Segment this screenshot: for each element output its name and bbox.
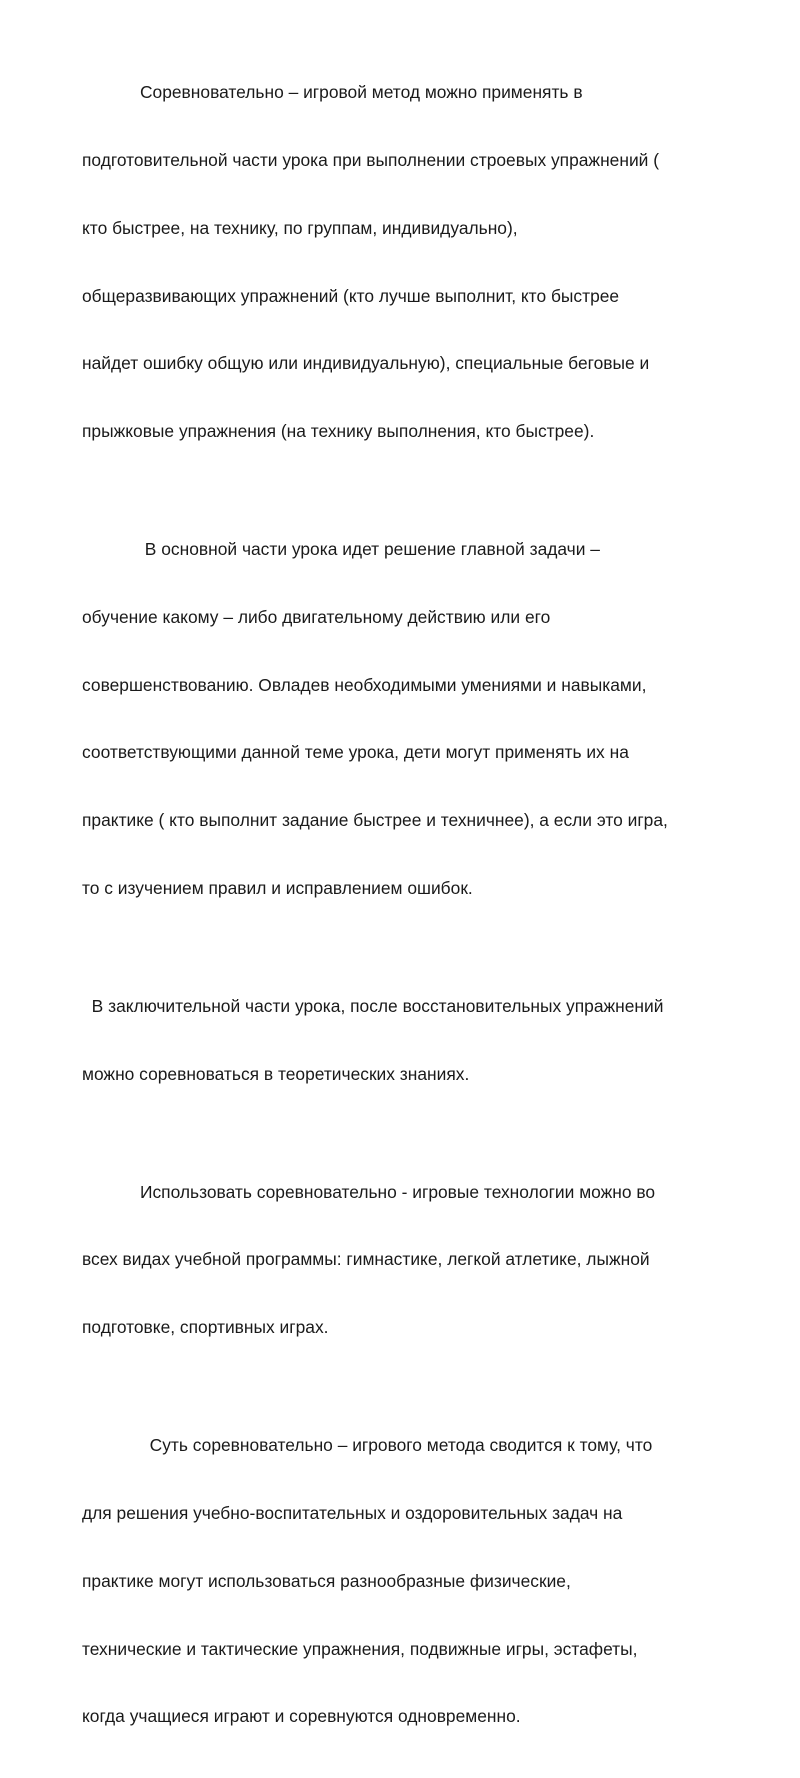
text-line: Использовать соревновательно - игровые технологии можно во: [82, 1181, 656, 1202]
text-line: найдет ошибку общую или индивидуальную), специальные беговые и: [82, 353, 650, 374]
text-line: В основной части урока идет решение главной задачи –: [82, 539, 600, 560]
text-line: технические и тактические упражнения, подвижные игры, эстафеты,: [82, 1638, 638, 1659]
paragraph-main-part: [82, 493, 762, 945]
text-line: практике ( кто выполнит задание быстрее и техничнее), а если это игра,: [82, 810, 668, 831]
text-line: Соревновательно – игровой метод можно применять в: [82, 82, 583, 103]
paragraph-preparatory-part: [82, 36, 762, 488]
paragraph-method-essence: [82, 1389, 762, 1773]
text-line: В заключительной части урока, после восстановительных упражнений: [82, 995, 664, 1016]
text-line: когда учащиеся играют и соревнуются одновременно.: [82, 1706, 521, 1727]
paragraph-final-part: [82, 950, 762, 1131]
text-line: подготовке, спортивных играх.: [82, 1317, 329, 1338]
text-line: всех видах учебной программы: гимнастике, легкой атлетике, лыжной: [82, 1249, 650, 1270]
text-line: кто быстрее, на технику, по группам, индивидуально),: [82, 217, 518, 238]
text-line: прыжковые упражнения (на технику выполнения, кто быстрее).: [82, 421, 595, 442]
text-line: можно соревноваться в теоретических знаниях.: [82, 1063, 470, 1084]
text-line: Суть соревновательно – игрового метода сводится к тому, что: [82, 1435, 653, 1456]
text-line: для решения учебно-воспитательных и оздоровительных задач на: [82, 1503, 623, 1523]
text-line: общеразвивающих упражнений (кто лучше выполнит, кто быстрее: [82, 285, 620, 306]
text-line: обучение какому – либо двигательному действию или его: [82, 606, 551, 627]
text-body: [82, 36, 762, 1778]
text-line: совершенствованию. Овладев необходимыми умениями и навыками,: [82, 674, 647, 695]
text-line: соответствующими данной теме урока, дети могут применять их на: [82, 742, 629, 763]
text-line: то с изучением правил и исправлением ошибок.: [82, 877, 473, 898]
paragraph-technologies-usage: [82, 1136, 762, 1385]
text-line: подготовительной части урока при выполнении строевых упражнений (: [82, 149, 659, 170]
text-line: практике могут использоваться разнообразные физические,: [82, 1570, 571, 1591]
